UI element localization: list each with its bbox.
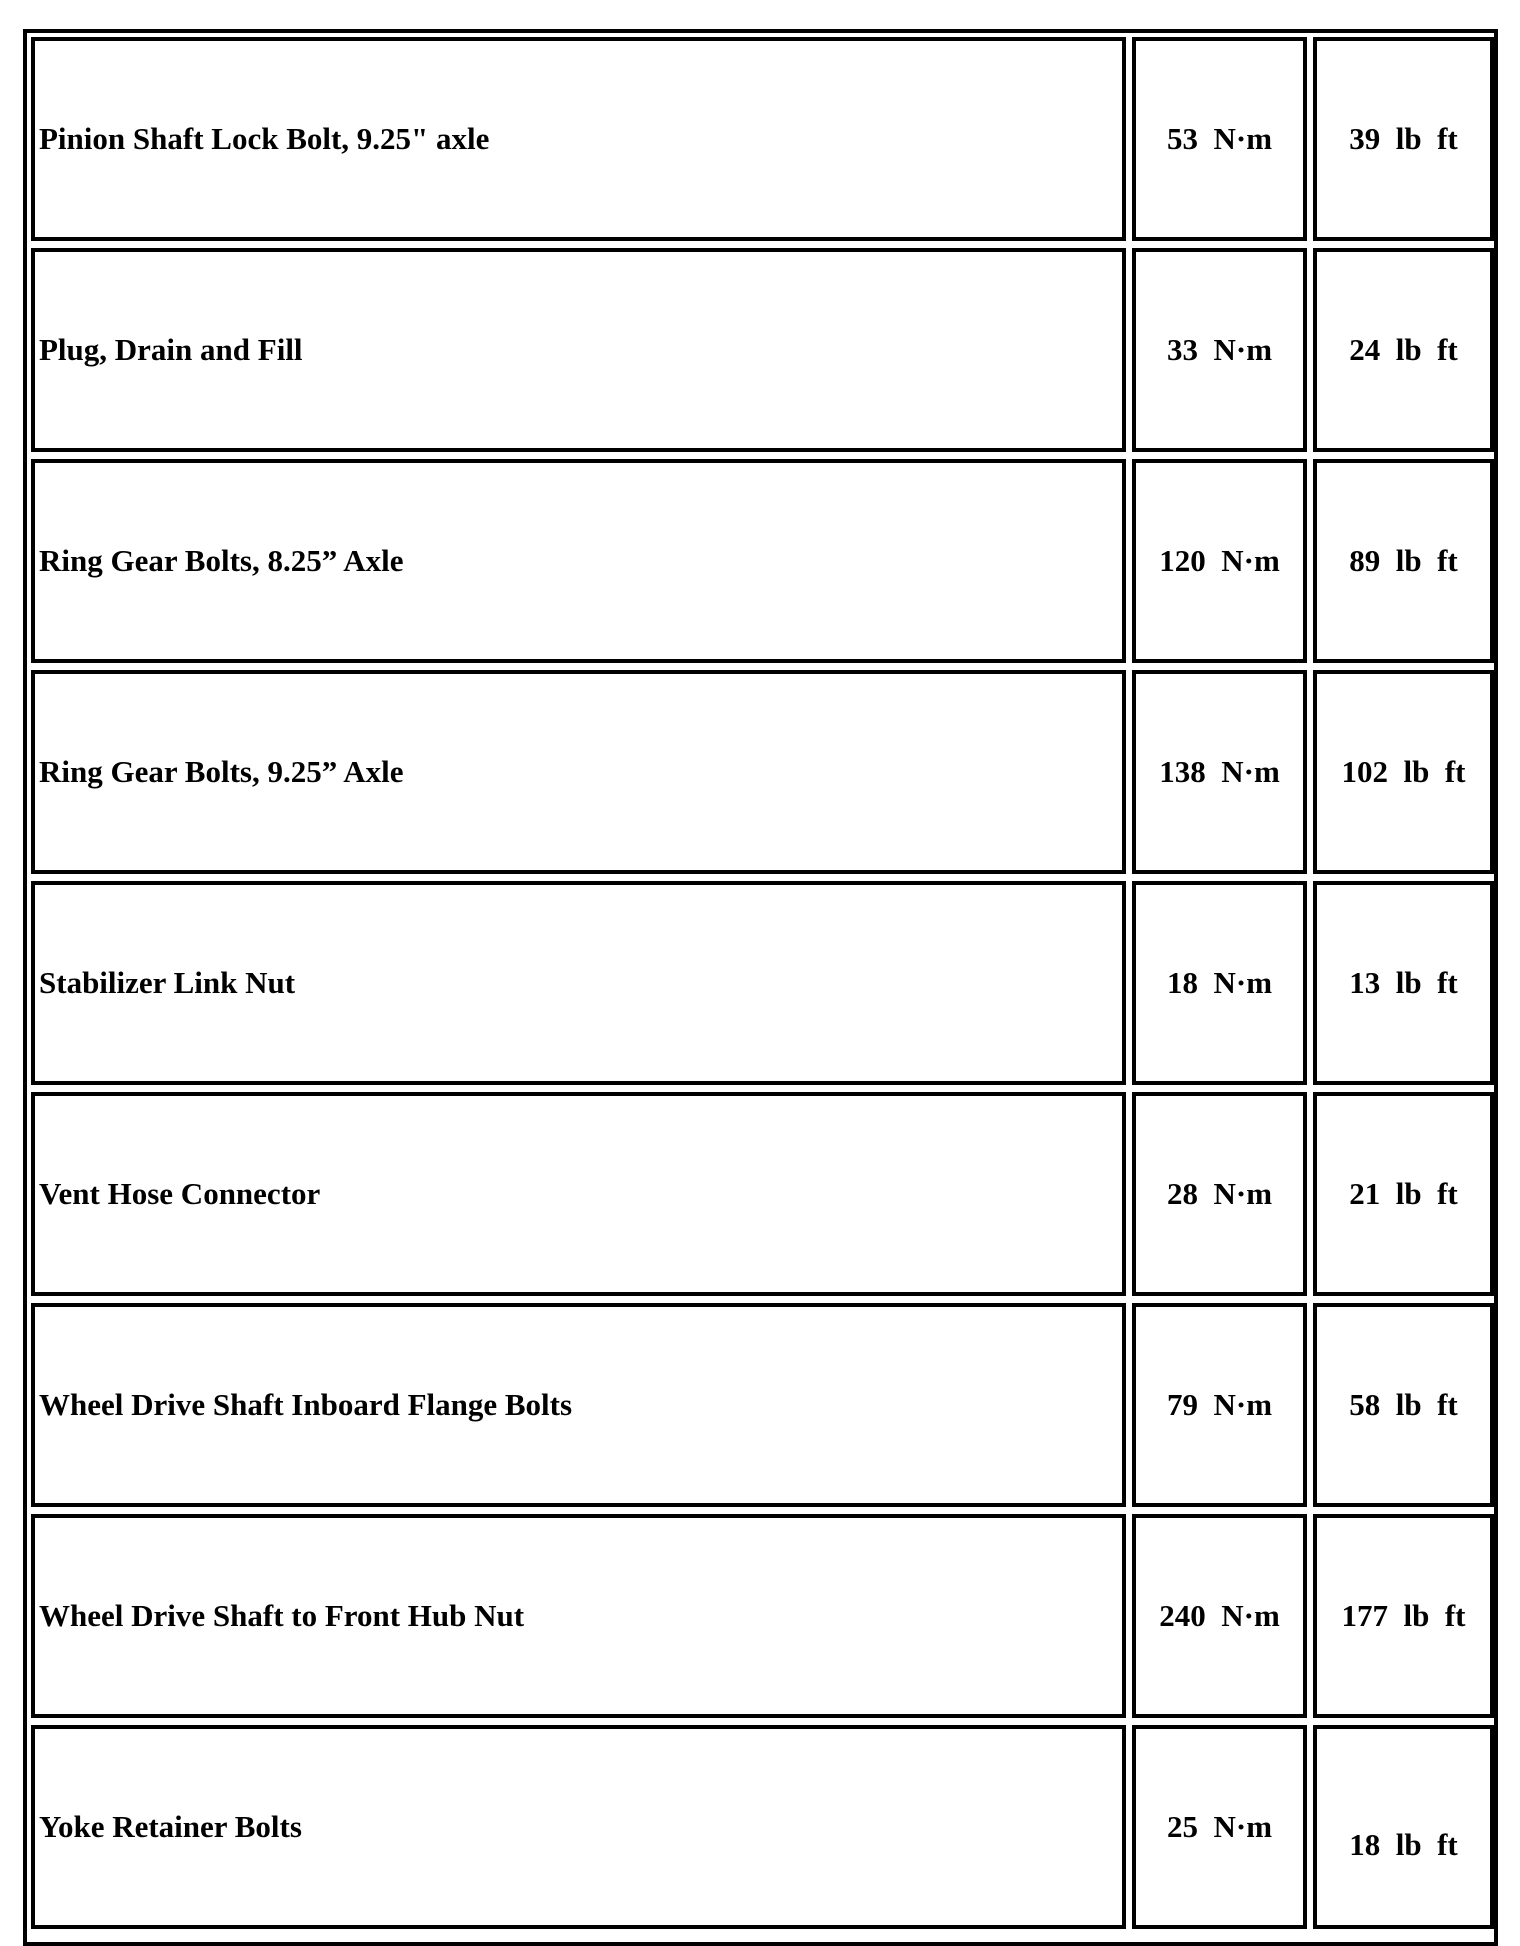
row-9-metric-value: 25 N·m	[1132, 1725, 1307, 1929]
row-6-imperial-value: 21 lb ft	[1313, 1092, 1494, 1296]
row-5-description: Stabilizer Link Nut	[31, 881, 1126, 1085]
row-7-metric-value: 79 N·m	[1132, 1303, 1307, 1507]
row-4-metric-value: 138 N·m	[1132, 670, 1307, 874]
row-4-description: Ring Gear Bolts, 9.25” Axle	[31, 670, 1126, 874]
row-8-metric-value: 240 N·m	[1132, 1514, 1307, 1718]
table-grid	[31, 37, 1490, 1929]
torque-spec-table	[23, 29, 1498, 1946]
row-1-imperial-value: 39 lb ft	[1313, 37, 1494, 241]
row-7-description: Wheel Drive Shaft Inboard Flange Bolts	[31, 1303, 1126, 1507]
row-4-imperial-value: 102 lb ft	[1313, 670, 1494, 874]
row-7-imperial-value: 58 lb ft	[1313, 1303, 1494, 1507]
row-3-description: Ring Gear Bolts, 8.25” Axle	[31, 459, 1126, 663]
row-2-metric-value: 33 N·m	[1132, 248, 1307, 452]
row-3-metric-value: 120 N·m	[1132, 459, 1307, 663]
row-3-imperial-value: 89 lb ft	[1313, 459, 1494, 663]
row-5-metric-value: 18 N·m	[1132, 881, 1307, 1085]
row-6-metric-value: 28 N·m	[1132, 1092, 1307, 1296]
row-1-description: Pinion Shaft Lock Bolt, 9.25" axle	[31, 37, 1126, 241]
row-2-imperial-value: 24 lb ft	[1313, 248, 1494, 452]
row-8-description: Wheel Drive Shaft to Front Hub Nut	[31, 1514, 1126, 1718]
row-9-description: Yoke Retainer Bolts	[31, 1725, 1126, 1929]
row-6-description: Vent Hose Connector	[31, 1092, 1126, 1296]
row-1-metric-value: 53 N·m	[1132, 37, 1307, 241]
row-8-imperial-value: 177 lb ft	[1313, 1514, 1494, 1718]
row-9-imperial-value: 18 lb ft	[1313, 1725, 1494, 1929]
row-2-description: Plug, Drain and Fill	[31, 248, 1126, 452]
row-5-imperial-value: 13 lb ft	[1313, 881, 1494, 1085]
